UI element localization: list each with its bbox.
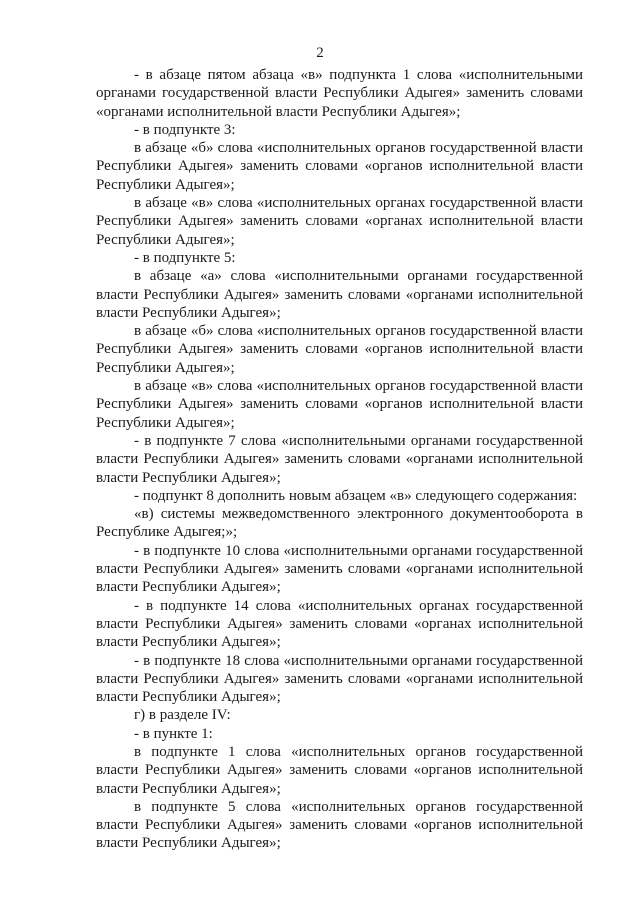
document-body [96,66,583,853]
paragraph: в абзаце «в» слова «исполнительных органов государственной власти Республики Адыгея» заменить словами «органов исполнительной власти Республики Адыгея»; [96,378,583,431]
paragraph: - в пункте 1: [134,725,213,742]
paragraph: - в подпункте 18 слова «исполнительными органами государственной власти Республики Адыгея» заменить словами «органами исполнительной власти Республики Адыгея»; [96,652,583,706]
paragraph: в подпункте 1 слова «исполнительных органов государственной власти Республики Адыгея» заменить словами «органов исполнительной власти Республики Адыгея»; [96,743,583,797]
paragraph: в абзаце «а» слова «исполнительными органами государственной власти Республики Адыгея» заменить словами «органами исполнительной власти Республики Адыгея»; [96,268,583,321]
paragraph: - в подпункте 10 слова «исполнительными органами государственной власти Республики Адыгея» заменить словами «органами исполнительной власти Республики Адыгея»; [96,542,583,596]
paragraph: в абзаце «б» слова «исполнительных органов государственной власти Республики Адыгея» заменить словами «органов исполнительной власти Республики Адыгея»; [96,140,583,193]
paragraph: - в подпункте 3: [134,121,236,138]
page-number: 2 [316,45,324,61]
paragraph: - в подпункте 7 слова «исполнительными органами государственной власти Республики Адыгея» заменить словами «органами исполнительной власти Республики Адыгея»; [96,432,583,486]
paragraph: - в абзаце пятом абзаца «в» подпункта 1 слова «исполнительными органами государственной власти Республики Адыгея» заменить словами «органами исполнительной власти Республики Адыгея»; [96,67,583,120]
paragraph: - в подпункте 14 слова «исполнительных органах государственной власти Республики Адыгея» заменить словами «органах исполнительной власти Республики Адыгея»; [96,597,583,651]
paragraph: в абзаце «б» слова «исполнительных органов государственной власти Республики Адыгея» заменить словами «органов исполнительной власти Республики Адыгея»; [96,323,583,376]
paragraph: г) в разделе IV: [134,707,231,724]
paragraph: - в подпункте 5: [134,249,236,266]
paragraph: в абзаце «в» слова «исполнительных органах государственной власти Республики Адыгея» заменить словами «органах исполнительной власти Республики Адыгея»; [96,195,583,248]
paragraph: - подпункт 8 дополнить новым абзацем «в» следующего содержания: [134,487,578,504]
paragraph: в подпункте 5 слова «исполнительных органов государственной власти Республики Адыгея» заменить словами «органов исполнительной власти Республики Адыгея»; [96,798,583,852]
paragraph: «в) системы межведомственного электронного документооборота в Республике Адыгея;»; [96,506,583,541]
